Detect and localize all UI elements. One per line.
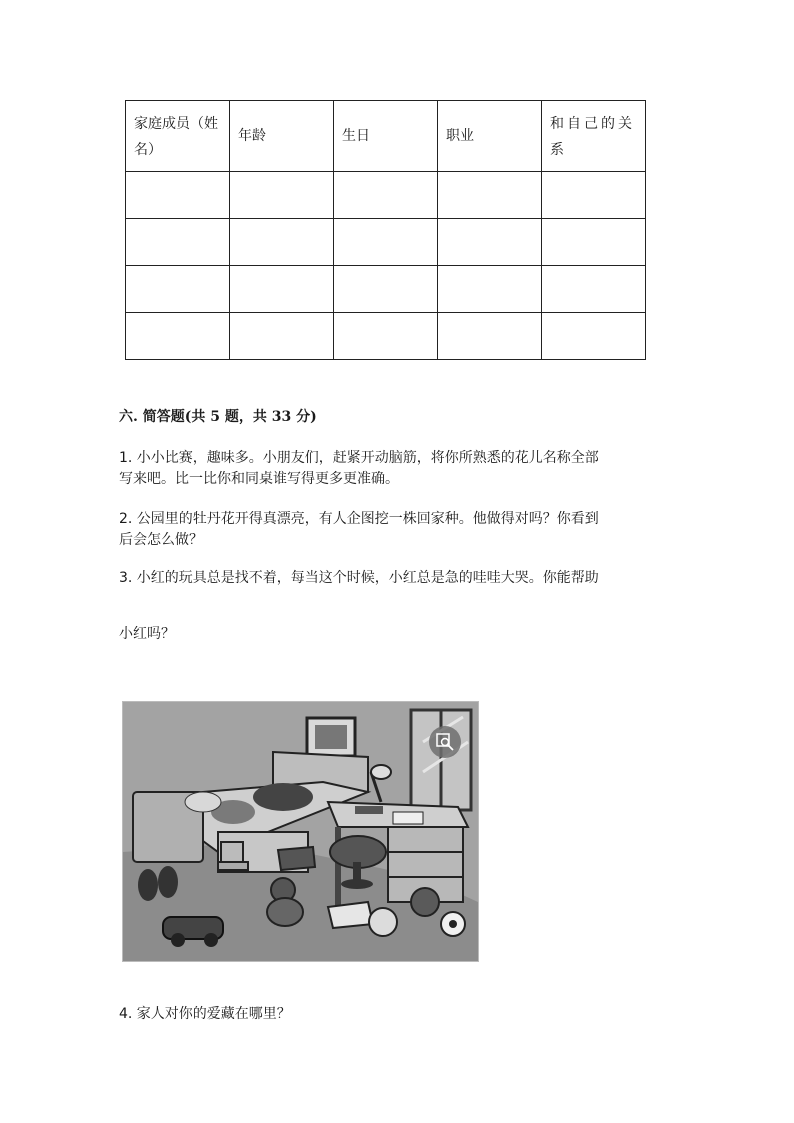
table-cell[interactable] (438, 219, 542, 266)
table-row (126, 266, 646, 313)
table-cell[interactable] (334, 313, 438, 360)
table-cell[interactable] (542, 219, 646, 266)
header-job: 职业 (438, 101, 542, 172)
header-member: 家庭成员（姓名） (126, 101, 230, 172)
table-header-row (126, 101, 646, 172)
table-cell[interactable] (230, 266, 334, 313)
section-title: 六. 简答题(共 5 题，共 33 分) (119, 409, 317, 425)
table-cell[interactable] (438, 172, 542, 219)
table-cell[interactable] (438, 313, 542, 360)
messy-room-illustration (122, 701, 479, 962)
family-members-table (125, 100, 646, 360)
messy-room-drawing (123, 702, 478, 961)
question-3-line-1: 3. 小红的玩具总是找不着，每当这个时候，小红总是急的哇哇大哭。你能帮助 (119, 570, 599, 586)
table-cell[interactable] (542, 172, 646, 219)
question-2-line-1: 2. 公园里的牡丹花开得真漂亮，有人企图挖一株回家种。他做得对吗？你看到 (119, 511, 599, 527)
table-cell[interactable] (542, 266, 646, 313)
table-cell[interactable] (334, 219, 438, 266)
question-3-line-2: 小红吗？ (119, 626, 175, 642)
table-cell[interactable] (126, 219, 230, 266)
table-cell[interactable] (126, 266, 230, 313)
table-cell[interactable] (230, 313, 334, 360)
table-cell[interactable] (334, 172, 438, 219)
table-row (126, 172, 646, 219)
question-1-line-2: 写来吧。比一比你和同桌谁写得更多更准确。 (119, 471, 399, 487)
table-row (126, 219, 646, 266)
zoom-icon[interactable] (429, 726, 461, 758)
question-2-line-2: 后会怎么做？ (119, 532, 203, 548)
question-1-line-1: 1. 小小比赛，趣味多。小朋友们，赶紧开动脑筋，将你所熟悉的花儿名称全部 (119, 450, 599, 466)
question-4: 4. 家人对你的爱藏在哪里？ (119, 1006, 291, 1022)
header-age: 年龄 (230, 101, 334, 172)
header-relation: 和自己的关系 (542, 101, 646, 172)
table-cell[interactable] (334, 266, 438, 313)
table-cell[interactable] (126, 313, 230, 360)
table-cell[interactable] (126, 172, 230, 219)
table-cell[interactable] (438, 266, 542, 313)
table-cell[interactable] (230, 219, 334, 266)
table-cell[interactable] (230, 172, 334, 219)
header-birthday: 生日 (334, 101, 438, 172)
table-cell[interactable] (542, 313, 646, 360)
table-row (126, 313, 646, 360)
